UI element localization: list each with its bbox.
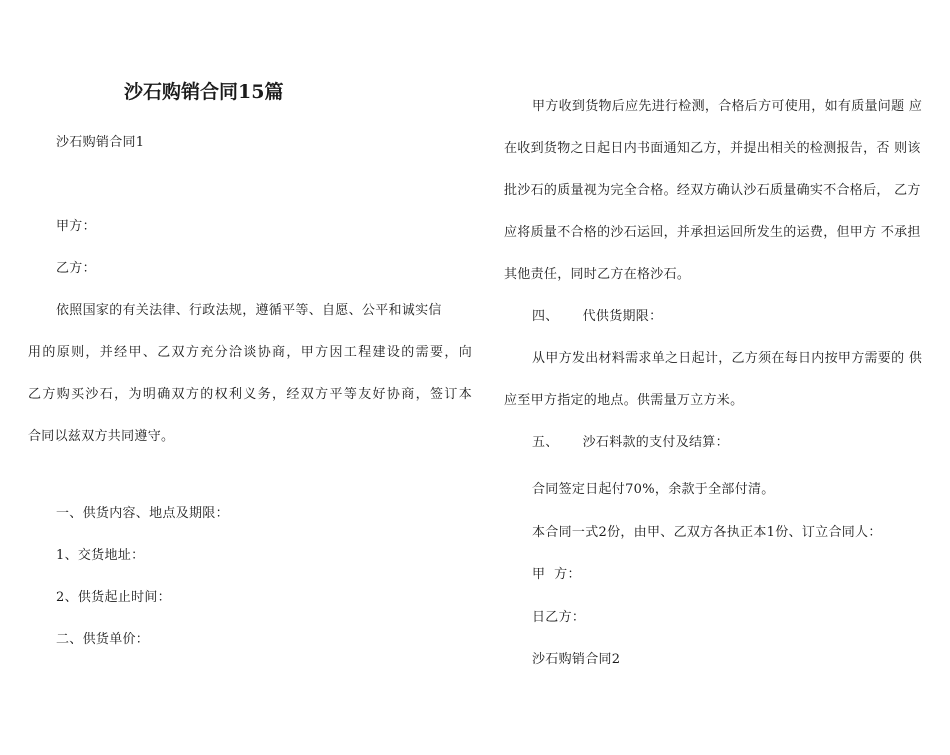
inspection-line: 甲方收到货物后应先进行检测，合格后方可使用，如有质量问题 应 <box>532 99 923 114</box>
section-4-heading <box>532 296 662 338</box>
section-5-text: 沙石料款的支付及结算： <box>582 435 729 450</box>
section-1-heading: 一、供货内容、地点及期限： <box>56 506 229 521</box>
supply-line: 从甲方发出材料需求单之日起计，乙方须在每日内按甲方需要的 供 <box>532 351 923 366</box>
inspection-line: 在收到货物之日起日内书面通知乙方，并提出相关的检测报告，否 则该 <box>504 141 921 156</box>
item-delivery-address: 1、交货地址： <box>56 548 145 563</box>
inspection-line: 其他责任，同时乙方在格沙石。 <box>504 267 691 282</box>
party-b-label: 乙方： <box>56 261 96 276</box>
section-5-heading <box>532 422 729 464</box>
section-4-text: 代供货期限： <box>582 309 663 324</box>
party-a-label: 甲方： <box>56 219 96 234</box>
inspection-line: 批沙石的质量视为完全合格。经双方确认沙石质量确实不合格后， 乙方 <box>504 183 921 198</box>
signature-date-party-b: 日乙方： <box>532 610 586 625</box>
payment-terms: 合同签定日起付70%，余款于全部付清。 <box>532 482 775 497</box>
copies-clause: 本合同一式2份，由甲、乙双方各执正本1份、订立合同人： <box>532 525 882 540</box>
section-2-heading: 二、供货单价： <box>56 632 150 647</box>
preamble-line: 合同以兹双方共同遵守。 <box>28 429 175 444</box>
document-title: 沙石购销合同15篇 <box>124 81 284 103</box>
section-4-number: 四、 <box>532 309 559 324</box>
preamble-line: 乙方购买沙石，为明确双方的权利义务，经双方平等友好协商，签订本 <box>28 387 472 402</box>
preamble-line: 用的原则，并经甲、乙双方充分洽谈协商，甲方因工程建设的需要，向 <box>28 345 472 360</box>
supply-line: 应至甲方指定的地点。供需量万立方米。 <box>504 393 744 408</box>
signature-party-a: 甲 方： <box>532 567 581 582</box>
item-supply-period: 2、供货起止时间： <box>56 590 171 605</box>
section-5-number: 五、 <box>532 435 559 450</box>
inspection-line: 应将质量不合格的沙石运回，并承担运回所发生的运费，但甲方 不承担 <box>504 225 921 240</box>
next-contract-heading: 沙石购销合同2 <box>532 652 621 667</box>
preamble-line: 依照国家的有关法律、行政法规，遵循平等、自愿、公平和诚实信 <box>56 303 442 318</box>
contract-heading: 沙石购销合同1 <box>56 135 145 150</box>
